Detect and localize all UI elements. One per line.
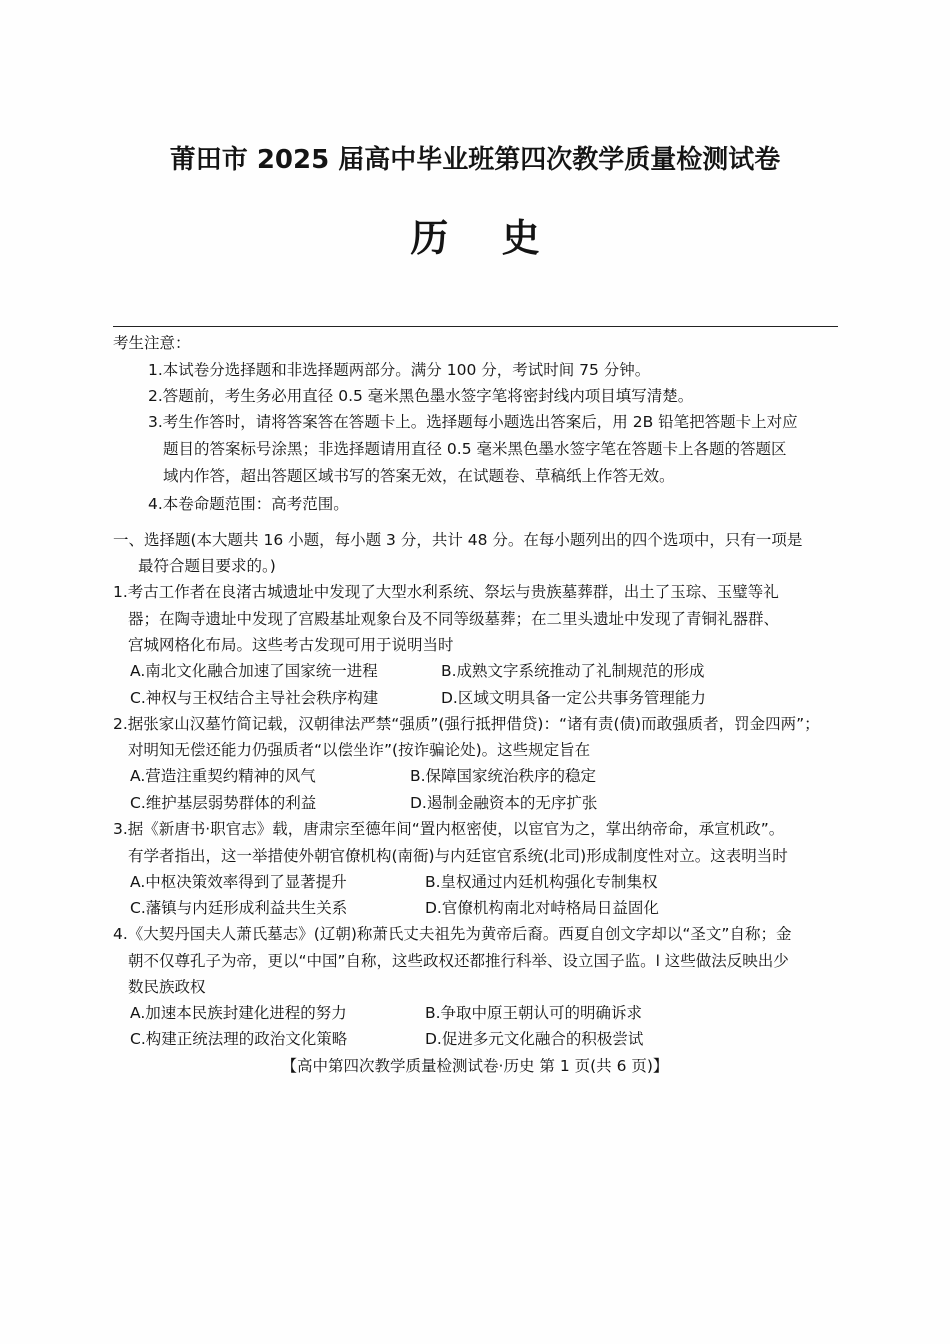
question-stem-line: 器；在陶寺遗址中发现了宫殿基址观象台及不同等级墓葬；在二里头遗址中发现了青铜礼器群、 xyxy=(128,610,780,628)
question-stem-line: 宫城网格化布局。这些考古发现可用于说明当时 xyxy=(128,636,454,654)
option-a: A.加速本民族封建化进程的努力 xyxy=(130,1004,347,1022)
option-d: D.遏制金融资本的无序扩张 xyxy=(410,794,598,812)
option-b: B.皇权通过内廷机构强化专制集权 xyxy=(425,873,658,891)
option-c: C.神权与王权结合主导社会秩序构建 xyxy=(130,689,379,707)
question-stem-line: 有学者指出，这一举措使外朝官僚机构(南衙)与内廷宦官系统(北司)形成制度性对立。这表明当时 xyxy=(128,847,788,865)
question-stem-line: 1.考古工作者在良渚古城遗址中发现了大型水利系统、祭坛与贵族墓葬群，出土了玉琮、玉璧等礼 xyxy=(113,583,779,601)
exam-title: 莆田市 2025 届高中毕业班第四次教学质量检测试卷 xyxy=(169,145,781,175)
question-stem-line: 4.《大契丹国夫人萧氏墓志》(辽朝)称萧氏丈夫祖先为黄帝后裔。西夏自创文字却以“圣文”自称；金 xyxy=(113,925,792,943)
option-a: A.南北文化融合加速了国家统一进程 xyxy=(130,662,378,680)
section-heading-line-1: 一、选择题(本大题共 16 小题，每小题 3 分，共计 48 分。在每小题列出的四个选项中，只有一项是 xyxy=(113,531,803,549)
option-b: B.成熟文字系统推动了礼制规范的形成 xyxy=(441,662,705,680)
subject-title: 历 史 xyxy=(410,216,540,260)
question-stem-line: 对明知无偿还能力仍强质者“以偿坐诈”(按诈骗论处)。这些规定旨在 xyxy=(128,741,591,759)
section-heading-line-2: 最符合题目要求的。) xyxy=(138,557,276,575)
notice-heading: 考生注意： xyxy=(113,334,191,352)
question-stem-line: 3.据《新唐书·职官志》载，唐肃宗至德年间“置内枢密使，以宦官为之，掌出纳帝命，承宣机政”。 xyxy=(113,820,785,838)
option-a: A.营造注重契约精神的风气 xyxy=(130,767,316,785)
notice-item-1: 1.本试卷分选择题和非选择题两部分。满分 100 分，考试时间 75 分钟。 xyxy=(148,361,651,379)
option-d: D.官僚机构南北对峙格局日益固化 xyxy=(425,899,659,917)
question-stem-line: 朝不仅尊孔子为帝，更以“中国”自称，这些政权还都推行科举、设立国子监。l 这些做法反映出少 xyxy=(128,952,789,970)
option-d: D.促进多元文化融合的积极尝试 xyxy=(425,1030,644,1048)
option-a: A.中枢决策效率得到了显著提升 xyxy=(130,873,347,891)
option-d: D.区域文明具备一定公共事务管理能力 xyxy=(441,689,706,707)
option-b: B.争取中原王朝认可的明确诉求 xyxy=(425,1004,643,1022)
notice-item-3-line-1: 3.考生作答时，请将答案答在答题卡上。选择题每小题选出答案后，用 2B 铅笔把答题卡上对应 xyxy=(148,413,798,431)
option-c: C.藩镇与内廷形成利益共生关系 xyxy=(130,899,348,917)
notice-item-3-line-2: 题目的答案标号涂黑；非选择题请用直径 0.5 毫米黑色墨水签字笔在答题卡上各题的答题区 xyxy=(163,440,787,458)
page-footer: 【高中第四次教学质量检测试卷·历史 第 1 页(共 6 页)】 xyxy=(281,1057,669,1075)
notice-item-3-line-3: 域内作答，超出答题区域书写的答案无效，在试题卷、草稿纸上作答无效。 xyxy=(163,467,675,485)
question-stem-line: 2.据张家山汉墓竹简记载，汉朝律法严禁“强质”(强行抵押借贷)：“诸有责(债)而敢强质者，罚金四两”； xyxy=(113,715,820,733)
option-c: C.维护基层弱势群体的利益 xyxy=(130,794,317,812)
notice-item-4: 4.本卷命题范围：高考范围。 xyxy=(148,495,349,513)
question-stem-line: 数民族政权 xyxy=(128,978,206,996)
option-b: B.保障国家统治秩序的稳定 xyxy=(410,767,597,785)
notice-item-2: 2.答题前，考生务必用直径 0.5 毫米黑色墨水签字笔将密封线内项目填写清楚。 xyxy=(148,387,694,405)
option-c: C.构建正统法理的政治文化策略 xyxy=(130,1030,348,1048)
header-divider xyxy=(113,326,838,327)
